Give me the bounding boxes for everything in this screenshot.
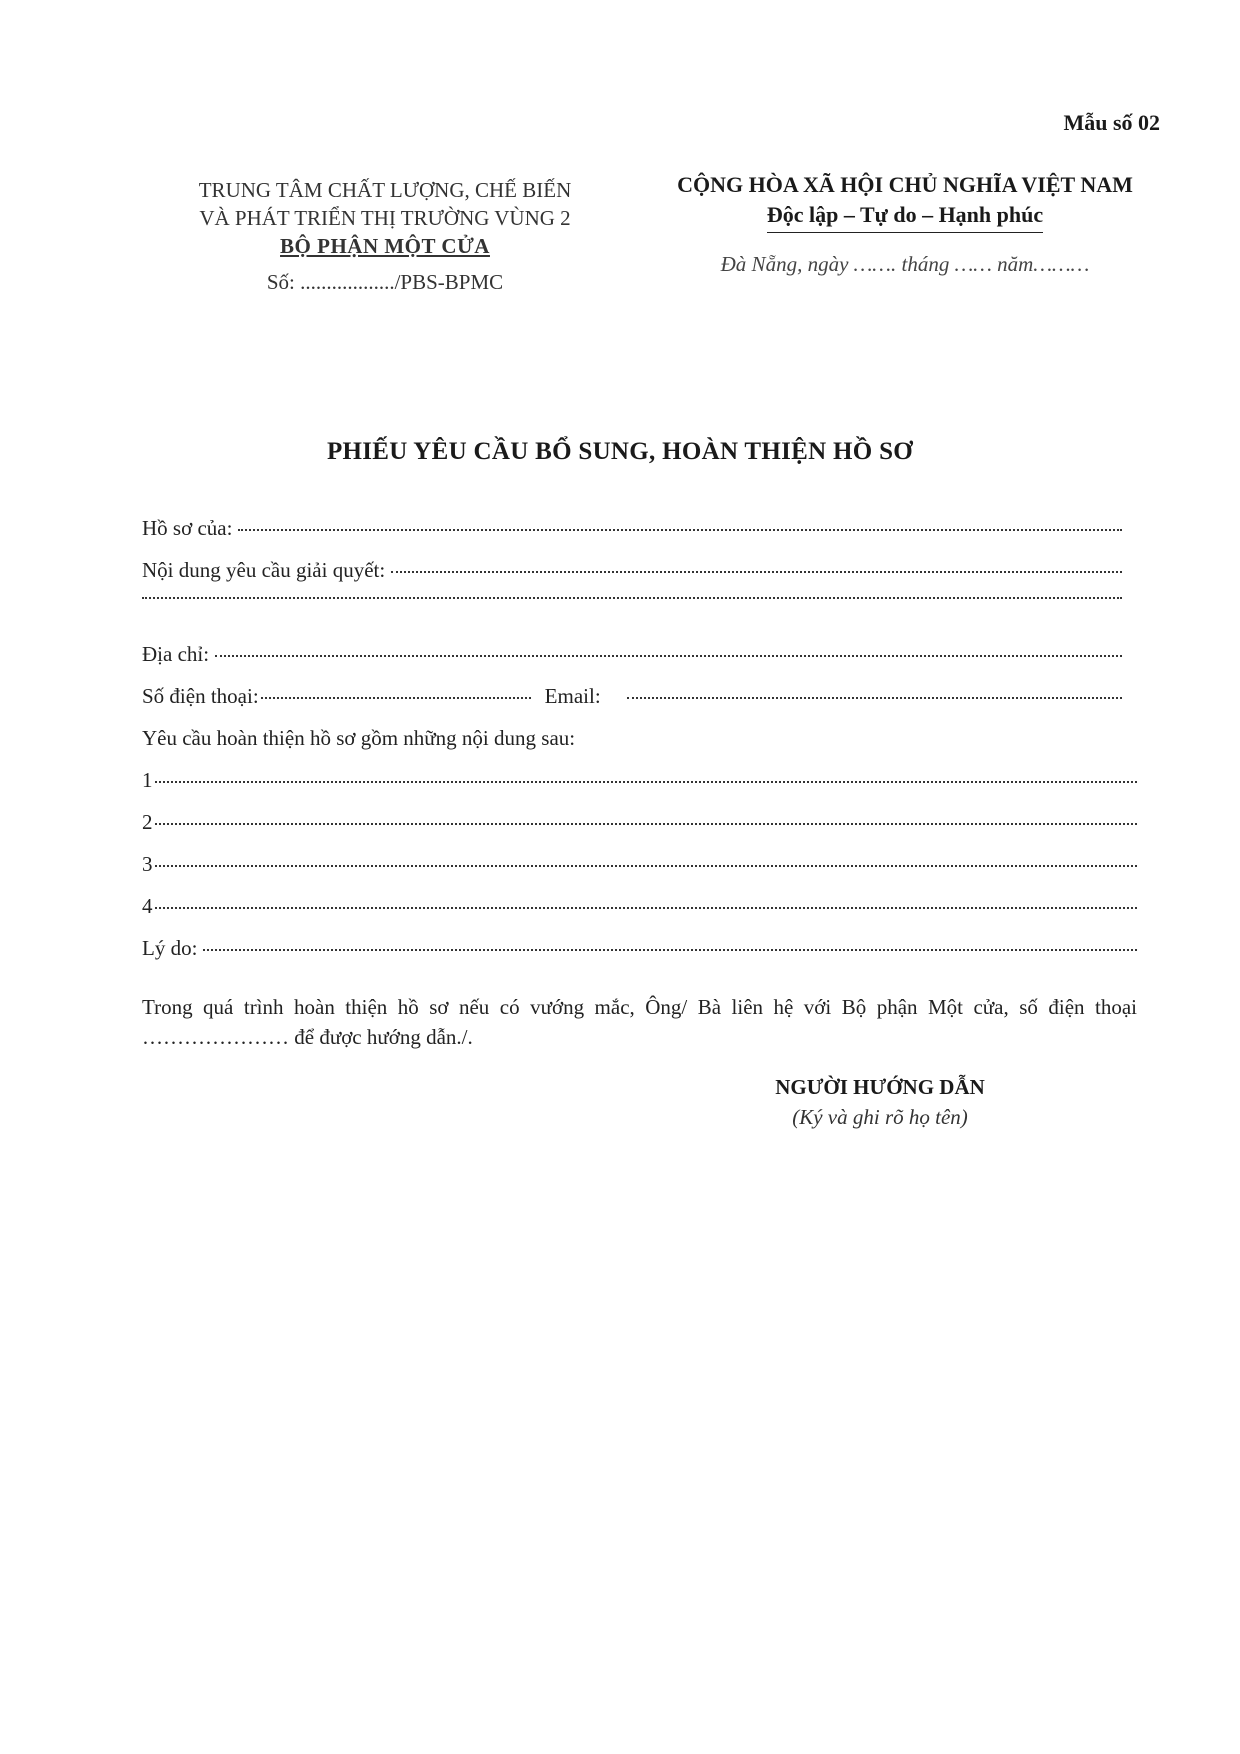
department-name: BỘ PHẬN MỘT CỬA <box>280 234 490 258</box>
fill-line[interactable] <box>203 948 1137 951</box>
requirements-heading: Yêu cầu hoàn thiện hồ sơ gồm những nội dung sau: <box>142 726 576 750</box>
field-label: Nội dung yêu cầu giải quyết: <box>142 558 386 582</box>
national-header <box>640 170 1170 279</box>
field-dia-chi[interactable] <box>142 642 1122 667</box>
national-motto: Độc lập – Tự do – Hạnh phúc <box>767 200 1043 233</box>
fill-line[interactable] <box>155 906 1138 909</box>
fill-line[interactable] <box>155 780 1138 783</box>
fill-line[interactable] <box>391 570 1122 573</box>
agency-line-2: VÀ PHÁT TRIỂN THỊ TRƯỜNG VÙNG 2 <box>199 206 571 230</box>
field-label: Địa chỉ: <box>142 642 210 666</box>
guidance-note: Trong quá trình hoàn thiện hồ sơ nếu có vướng mắc, Ông/ Bà liên hệ với Bộ phận Một cửa, số điện thoại ………………… để được hướng dẫn./. <box>142 995 1137 1049</box>
fill-line[interactable] <box>155 864 1138 867</box>
national-title: CỘNG HÒA XÃ HỘI CHỦ NGHĨA VIỆT NAM <box>677 172 1133 197</box>
item-number: 2 <box>142 810 153 834</box>
field-label-phone: Số điện thoại: <box>142 684 259 708</box>
item-number: 3 <box>142 852 153 876</box>
field-label: Lý do: <box>142 936 198 960</box>
fill-line-phone[interactable] <box>261 696 531 699</box>
signature-block <box>720 1072 1040 1132</box>
field-noi-dung-continued[interactable] <box>142 600 1122 603</box>
field-ly-do[interactable] <box>142 936 1137 961</box>
document-number: Số: ................../PBS-BPMC <box>266 270 504 294</box>
fill-line[interactable] <box>238 528 1122 531</box>
fill-line[interactable] <box>142 596 1122 599</box>
fill-line-email[interactable] <box>627 696 1122 699</box>
agency-header <box>140 176 630 296</box>
dateline: Đà Nẵng, ngày ……. tháng …… năm……… <box>720 252 1090 276</box>
form-title: PHIẾU YÊU CẦU BỔ SUNG, HOÀN THIỆN HỒ SƠ <box>326 438 914 465</box>
field-label-email: Email: <box>544 684 601 708</box>
item-number: 4 <box>142 894 153 918</box>
field-noi-dung[interactable] <box>142 558 1122 583</box>
requirement-item[interactable] <box>142 768 1137 793</box>
requirement-item[interactable] <box>142 852 1137 877</box>
signer-title: NGƯỜI HƯỚNG DẪN <box>775 1075 985 1099</box>
requirement-item[interactable] <box>142 894 1137 919</box>
field-phone-email[interactable] <box>142 684 1122 709</box>
item-number: 1 <box>142 768 153 792</box>
signer-subtitle: (Ký và ghi rõ họ tên) <box>792 1105 968 1129</box>
requirement-item[interactable] <box>142 810 1137 835</box>
field-ho-so-cua[interactable] <box>142 516 1122 541</box>
fill-line[interactable] <box>155 822 1138 825</box>
agency-line-1: TRUNG TÂM CHẤT LƯỢNG, CHẾ BIẾN <box>198 178 572 202</box>
fill-line[interactable] <box>215 654 1122 657</box>
field-label: Hồ sơ của: <box>142 516 233 540</box>
form-number: Mẫu số 02 <box>1063 110 1160 135</box>
